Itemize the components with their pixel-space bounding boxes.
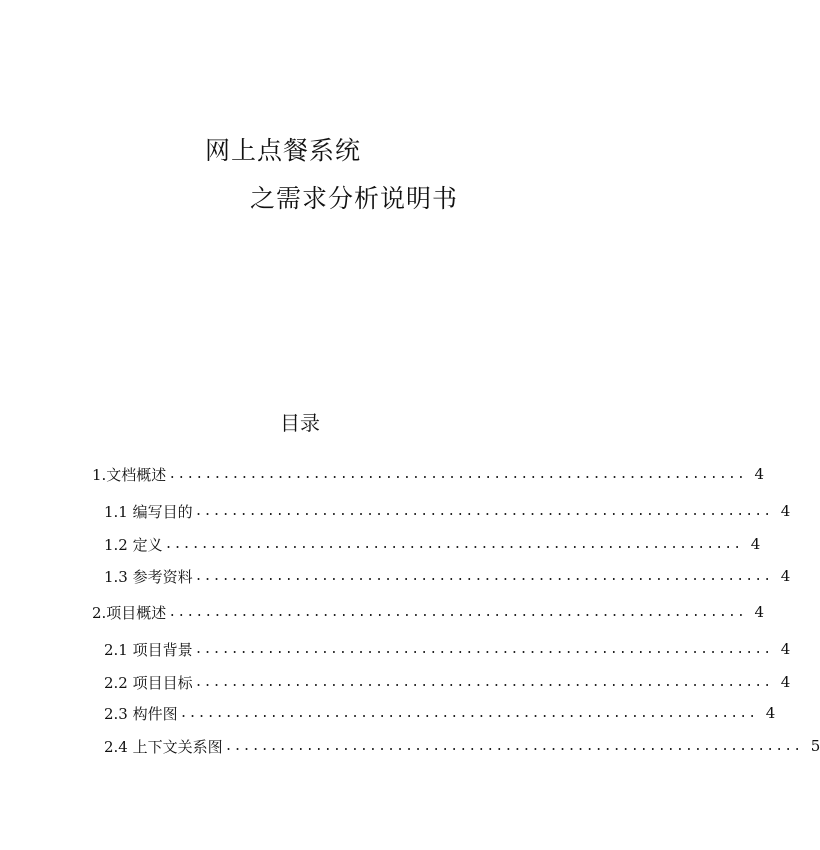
toc-page-number: 4 bbox=[765, 704, 776, 722]
toc-entry-label: 1.1 编写目的 bbox=[104, 502, 193, 521]
toc-entry-label: 2.3 构件图 bbox=[104, 704, 178, 723]
toc-entry-2-1[interactable] bbox=[104, 639, 791, 659]
toc-entry-label: 2.项目概述 bbox=[92, 603, 167, 622]
toc-entry-label: 1.文档概述 bbox=[92, 465, 167, 484]
toc-page-number: 4 bbox=[754, 465, 765, 483]
toc-dot-leader: ................................................................ bbox=[194, 568, 773, 584]
toc-entry-label: 2.2 项目目标 bbox=[104, 673, 193, 692]
toc-page-number: 4 bbox=[780, 640, 791, 658]
toc-page-number: 4 bbox=[754, 603, 765, 621]
toc-entry-label: 2.1 项目背景 bbox=[104, 640, 193, 659]
toc-entry-2-4[interactable] bbox=[104, 736, 820, 756]
document-title: 网上点餐系统 bbox=[205, 136, 362, 165]
toc-entry-2[interactable] bbox=[92, 602, 765, 622]
toc-entry-1-3[interactable] bbox=[104, 566, 791, 586]
toc-entry-label: 1.3 参考资料 bbox=[104, 567, 193, 586]
toc-dot-leader: ................................................................ bbox=[194, 503, 773, 519]
toc-entry-2-2[interactable] bbox=[104, 672, 791, 692]
toc-page-number: 4 bbox=[750, 535, 761, 553]
toc-dot-leader: ................................................................ bbox=[168, 466, 747, 482]
document-subtitle: 之需求分析说明书 bbox=[250, 184, 459, 213]
toc-dot-leader: ................................................................ bbox=[164, 536, 743, 552]
toc-dot-leader: ................................................................ bbox=[224, 738, 803, 754]
toc-page-number: 4 bbox=[780, 502, 791, 520]
toc-dot-leader: ................................................................ bbox=[179, 705, 758, 721]
toc-page-number: 5 bbox=[810, 737, 820, 755]
toc-entry-1-1[interactable] bbox=[104, 501, 791, 521]
toc-entry-1[interactable] bbox=[92, 464, 765, 484]
toc-dot-leader: ................................................................ bbox=[194, 641, 773, 657]
toc-entry-label: 2.4 上下文关系图 bbox=[104, 737, 223, 756]
toc-page-number: 4 bbox=[780, 567, 791, 585]
toc-dot-leader: ................................................................ bbox=[168, 604, 747, 620]
toc-entry-1-2[interactable] bbox=[104, 534, 761, 554]
toc-entry-2-3[interactable] bbox=[104, 703, 776, 723]
toc-entry-label: 1.2 定义 bbox=[104, 535, 163, 554]
toc-heading: 目录 bbox=[280, 411, 320, 435]
toc-dot-leader: ................................................................ bbox=[194, 674, 773, 690]
toc-page-number: 4 bbox=[780, 673, 791, 691]
